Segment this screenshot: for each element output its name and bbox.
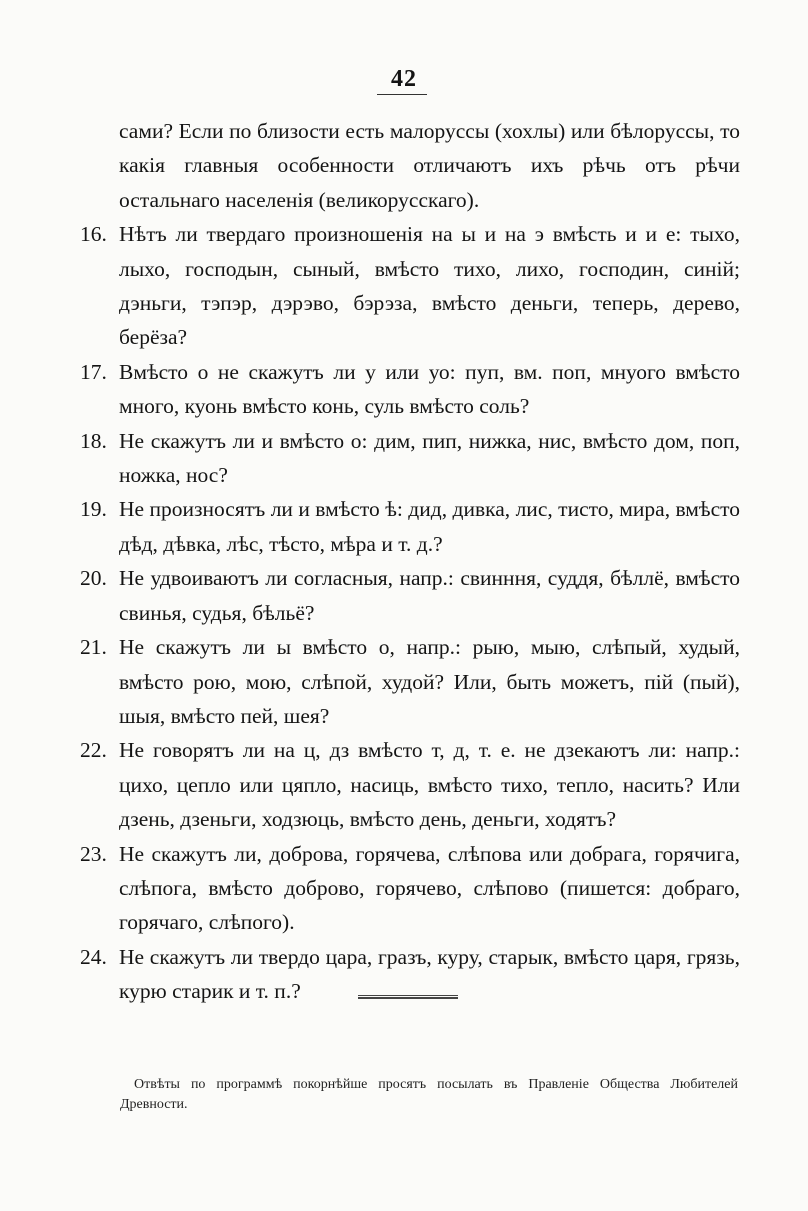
main-text (80, 114, 740, 1009)
question-text: Не удвоиваютъ ли согласныя, напр.: свинння, суддя, бѣллё, вмѣсто свинья, судья, бѣльё? (119, 566, 740, 625)
question-number: 17. (80, 359, 107, 384)
page-number-underline (377, 94, 427, 95)
question-number: 20. (80, 566, 107, 591)
question-number: 19. (80, 497, 107, 522)
question-text: Не скажутъ ли ы вмѣсто о, напр.: рыю, мыю, слѣпый, худый, вмѣсто рою, мою, слѣпой, худой? Или, быть можетъ, пій (пый), шыя, вмѣсто пей, шея? (119, 635, 740, 728)
question-number: 21. (80, 635, 107, 660)
footnote: Отвѣты по программѣ покорнѣйше просятъ посылать въ Правленіе Общества Любителей Древности. (120, 1077, 738, 1112)
question-text: Не скажутъ ли, доброва, горячева, слѣпова или добрага, горячига, слѣпога, вмѣсто доброво, горячево, слѣпово (пишется: добраго, горячаго, слѣпого). (119, 841, 740, 935)
question-text: Не скажутъ ли твердо цара, гразъ, куру, старык, вмѣсто царя, грязь, курю старик и т. п.? (119, 944, 740, 1004)
question-text: Вмѣсто о не скажутъ ли у или уо: пуп, вм. поп, мнуого вмѣсто много, куонь вмѣсто конь, суль вмѣсто соль? (119, 359, 740, 419)
question-number: 22. (80, 738, 107, 763)
question-item (80, 217, 740, 355)
question-item (80, 733, 740, 836)
page-number: 42 (391, 66, 417, 92)
question-text: Не произносятъ ли и вмѣсто ѣ: дид, дивка, лис, тисто, мира, вмѣсто дѣд, дѣвка, лѣс, тѣсто, мѣра и т. д.? (119, 497, 740, 556)
question-item (80, 630, 740, 733)
question-text: Не говорятъ ли на ц, дз вмѣсто т, д, т. е. не дзекаютъ ли: напр.: цихо, цепло или цяпло, насиць, вмѣсто тихо, тепло, насить? Или дзень, дзеньги, ходзюць, вмѣсто день, деньги, ходятъ? (119, 738, 740, 832)
question-number: 18. (80, 428, 107, 453)
question-text: Нѣтъ ли твердаго произношенія на ы и на э вмѣсть и и е: тыхо, лыхо, господын, сыный, вмѣсто тихо, лихо, господин, синій; дэньги, тэпэр, дэрэво, бэрэза, вмѣсто деньги, теперь, дерево, берёза? (119, 222, 740, 350)
question-number: 16. (80, 222, 107, 247)
question-item (80, 355, 740, 424)
question-item (80, 561, 740, 630)
question-number: 23. (80, 841, 107, 866)
question-number: 24. (80, 944, 107, 969)
section-divider (358, 995, 458, 999)
intro-paragraph: сами? Если по близости есть малоруссы (хохлы) или бѣлоруссы, то какія главныя особенности отличаютъ ихъ рѣчь отъ рѣчи остальнаго населенія (великорусскаго). (119, 119, 740, 212)
question-item (80, 837, 740, 940)
question-text: Не скажутъ ли и вмѣсто о: дим, пип, нижка, нис, вмѣсто дом, поп, ножка, нос? (119, 428, 740, 488)
question-item (80, 424, 740, 493)
question-item (80, 492, 740, 561)
